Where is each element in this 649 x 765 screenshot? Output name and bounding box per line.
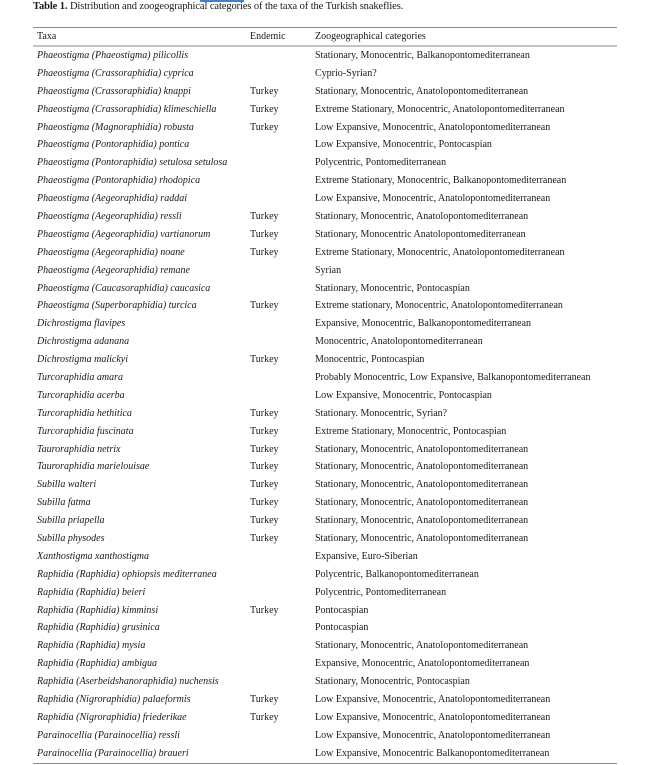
cell-zoogeographical-category: Extreme stationary, Monocentric, Anatolopontomediterranean bbox=[315, 300, 563, 312]
table-row bbox=[33, 566, 617, 584]
table-row bbox=[33, 405, 617, 423]
cell-zoogeographical-category: Monocentric, Anatolopontomediterranean bbox=[315, 336, 483, 348]
cell-taxa: Phaeostigma (Crassoraphidia) klimeschiella bbox=[37, 103, 217, 115]
table-row bbox=[33, 351, 617, 369]
table-row bbox=[33, 530, 617, 548]
cell-endemic bbox=[246, 620, 311, 638]
cell-taxa: Phaeostigma (Pontoraphidia) pontica bbox=[37, 139, 190, 151]
cell-zoogeographical-category: Probably Monocentric, Low Expansive, Balkanopontomediterranean bbox=[315, 371, 591, 383]
table-row bbox=[33, 280, 617, 298]
cell-taxa: Raphidia (Raphidia) beieri bbox=[37, 586, 146, 598]
table-row bbox=[33, 655, 617, 673]
cell-zoogeographical-category: Extreme Stationary, Monocentric, Balkanopontomediterranean bbox=[315, 175, 567, 187]
cell-endemic: Turkey bbox=[250, 354, 279, 366]
cell-taxa: Dichrostigma flavipes bbox=[37, 318, 126, 330]
cell-taxa: Raphidia (Nigroraphidia) palaeformis bbox=[37, 694, 191, 705]
cell-endemic: Turkey bbox=[250, 443, 279, 455]
table-row bbox=[33, 691, 617, 709]
table-row bbox=[33, 620, 617, 638]
table-row bbox=[33, 315, 617, 333]
cell-zoogeographical-category: Polycentric, Pontomediterranean bbox=[315, 586, 447, 598]
cell-zoogeographical-category: Extreme Stationary, Monocentric, Pontocaspian bbox=[315, 425, 507, 437]
cell-zoogeographical-category: Pontocaspian bbox=[315, 604, 369, 616]
table-caption bbox=[33, 0, 403, 13]
table-row bbox=[33, 244, 617, 262]
cell-endemic bbox=[246, 387, 311, 405]
cell-zoogeographical-category: Low Expansive, Monocentric, Anatolopontomediterranean bbox=[315, 694, 551, 705]
cell-endemic bbox=[246, 566, 311, 584]
cell-zoogeographical-category: Stationary, Monocentric Anatolopontomediterranean bbox=[315, 228, 526, 240]
cell-zoogeographical-category: Low Expansive, Monocentric Balkanopontomediterranean bbox=[315, 747, 550, 759]
cell-endemic: Turkey bbox=[250, 497, 279, 509]
cell-endemic bbox=[246, 673, 311, 691]
table-row bbox=[33, 673, 617, 691]
table-row bbox=[33, 190, 617, 208]
cell-endemic bbox=[246, 136, 311, 154]
table-row bbox=[33, 226, 617, 244]
snakefly-taxa-table bbox=[33, 27, 617, 764]
header-zoogeographical-categories: Zoogeographical categories bbox=[315, 31, 426, 42]
table-row bbox=[33, 136, 617, 154]
cell-zoogeographical-category: Pontocaspian bbox=[315, 622, 369, 634]
cell-zoogeographical-category: Low Expansive, Monocentric, Pontocaspian bbox=[315, 139, 492, 151]
cell-zoogeographical-category: Polycentric, Pontomediterranean bbox=[315, 157, 447, 169]
table-container bbox=[33, 27, 617, 764]
table-row bbox=[33, 512, 617, 530]
cell-endemic bbox=[246, 655, 311, 673]
cell-endemic bbox=[246, 745, 311, 763]
table-row bbox=[33, 709, 617, 727]
cell-taxa: Phaeostigma (Pontoraphidia) rhodopica bbox=[37, 175, 201, 187]
table-row bbox=[33, 727, 617, 745]
cell-taxa: Phaeostigma (Superboraphidia) turcica bbox=[37, 300, 197, 312]
cell-zoogeographical-category: Stationary, Monocentric, Anatolopontomediterranean bbox=[315, 497, 529, 509]
cell-zoogeographical-category: Syrian bbox=[315, 264, 342, 276]
table-row bbox=[33, 297, 617, 315]
table-row bbox=[33, 172, 617, 190]
cell-taxa: Raphidia (Aserbeidshanoraphidia) nuchensis bbox=[37, 676, 219, 688]
cell-endemic: Turkey bbox=[250, 121, 279, 133]
cell-taxa: Raphidia (Raphidia) ophiopsis mediterranea bbox=[37, 568, 217, 580]
cell-zoogeographical-category: Stationary, Monocentric, Anatolopontomediterranean bbox=[315, 461, 529, 473]
table-row bbox=[33, 494, 617, 512]
cell-endemic bbox=[246, 280, 311, 298]
cell-zoogeographical-category: Stationary, Monocentric, Anatolopontomediterranean bbox=[315, 210, 529, 222]
cell-taxa: Subilla physodes bbox=[37, 532, 105, 544]
table-row bbox=[33, 119, 617, 137]
cell-zoogeographical-category: Low Expansive, Monocentric, Anatolopontomediterranean bbox=[315, 121, 551, 133]
cell-zoogeographical-category: Polycentric, Balkanopontomediterranean bbox=[315, 568, 479, 580]
table-row bbox=[33, 602, 617, 620]
table-row bbox=[33, 441, 617, 459]
cell-taxa: Raphidia (Raphidia) kimminsi bbox=[37, 604, 159, 616]
cell-taxa: Phaeostigma (Phaeostigma) pilicollis bbox=[37, 49, 189, 61]
cell-endemic bbox=[246, 65, 311, 83]
cell-taxa: Phaeostigma (Caucasoraphidia) caucasica bbox=[37, 282, 211, 294]
cell-zoogeographical-category: Expansive, Monocentric, Balkanopontomediterranean bbox=[315, 318, 532, 330]
cell-endemic: Turkey bbox=[250, 515, 279, 527]
cell-zoogeographical-category: Stationary, Monocentric, Anatolopontomediterranean bbox=[315, 479, 529, 491]
cell-taxa: Raphidia (Raphidia) ambigua bbox=[37, 658, 157, 670]
cell-zoogeographical-category: Stationary, Monocentric, Pontocaspian bbox=[315, 676, 470, 688]
cell-endemic bbox=[246, 369, 311, 387]
cell-zoogeographical-category: Monocentric, Pontocaspian bbox=[315, 354, 425, 366]
cell-taxa: Parainocellia (Parainocellia) braueri bbox=[37, 747, 189, 759]
table-row bbox=[33, 745, 617, 763]
cell-taxa: Tauroraphidia marielouisae bbox=[37, 461, 150, 473]
cell-zoogeographical-category: Low Expansive, Monocentric, Pontocaspian bbox=[315, 389, 492, 401]
table-row bbox=[33, 208, 617, 226]
cell-taxa: Subilla fatma bbox=[37, 497, 91, 509]
cell-zoogeographical-category: Expansive, Monocentric, Anatolopontomediterranean bbox=[315, 658, 530, 670]
cell-taxa: Tauroraphidia netrix bbox=[37, 443, 121, 455]
cell-zoogeographical-category: Low Expansive, Monocentric, Anatolopontomediterranean bbox=[315, 711, 551, 723]
cell-endemic bbox=[246, 637, 311, 655]
cell-taxa: Subilla walteri bbox=[37, 479, 97, 491]
cell-endemic: Turkey bbox=[250, 85, 279, 97]
table-row bbox=[33, 369, 617, 387]
cell-taxa: Raphidia (Raphidia) mysia bbox=[37, 640, 146, 652]
cell-taxa: Turcoraphidia hethitica bbox=[37, 407, 132, 419]
cell-taxa: Phaeostigma (Crassoraphidia) knappi bbox=[37, 85, 191, 97]
cell-zoogeographical-category: Stationary, Monocentric, Anatolopontomediterranean bbox=[315, 532, 529, 544]
cell-endemic bbox=[246, 190, 311, 208]
cell-endemic bbox=[246, 154, 311, 172]
cell-endemic: Turkey bbox=[250, 210, 279, 222]
table-row bbox=[33, 458, 617, 476]
table-row bbox=[33, 262, 617, 280]
cell-endemic bbox=[246, 262, 311, 280]
table-row bbox=[33, 65, 617, 83]
cell-zoogeographical-category: Extreme Stationary, Monocentric, Anatolopontomediterranean bbox=[315, 246, 565, 258]
table-row bbox=[33, 584, 617, 602]
header-taxa: Taxa bbox=[37, 31, 57, 42]
cell-taxa: Phaeostigma (Pontoraphidia) setulosa setulosa bbox=[37, 157, 228, 169]
table-row bbox=[33, 423, 617, 441]
cell-endemic: Turkey bbox=[250, 604, 279, 616]
table-header-row bbox=[33, 28, 617, 47]
cell-taxa: Phaeostigma (Aegeoraphidia) remane bbox=[37, 264, 190, 276]
cell-endemic: Turkey bbox=[250, 479, 279, 491]
cell-taxa: Xanthostigma xanthostigma bbox=[37, 550, 149, 562]
cell-endemic: Turkey bbox=[250, 711, 279, 723]
cell-endemic: Turkey bbox=[250, 228, 279, 240]
table-row bbox=[33, 333, 617, 351]
cell-zoogeographical-category: Stationary, Monocentric, Anatolopontomediterranean bbox=[315, 515, 529, 527]
table-row bbox=[33, 548, 617, 566]
cell-endemic bbox=[246, 333, 311, 351]
cell-endemic: Turkey bbox=[250, 532, 279, 544]
cell-endemic bbox=[246, 727, 311, 745]
table-row bbox=[33, 387, 617, 405]
table-row bbox=[33, 83, 617, 101]
cell-zoogeographical-category: Extreme Stationary, Monocentric, Anatolopontomediterranean bbox=[315, 103, 565, 115]
cell-zoogeographical-category: Stationary, Monocentric, Anatolopontomediterranean bbox=[315, 443, 529, 455]
cell-endemic bbox=[246, 315, 311, 333]
cell-taxa: Dichrostigma malickyi bbox=[37, 354, 129, 366]
cell-zoogeographical-category: Stationary, Monocentric, Anatolopontomediterranean bbox=[315, 85, 529, 97]
cell-taxa: Phaeostigma (Magnoraphidia) robusta bbox=[37, 121, 194, 133]
table-row bbox=[33, 46, 617, 65]
cell-taxa: Dichrostigma adanana bbox=[37, 336, 130, 348]
cell-endemic: Turkey bbox=[250, 246, 279, 258]
cell-taxa: Phaeostigma (Aegeoraphidia) vartianorum bbox=[37, 228, 211, 240]
cell-zoogeographical-category: Stationary, Monocentric, Anatolopontomediterranean bbox=[315, 640, 529, 652]
cell-zoogeographical-category: Stationary. Monocentric, Syrian? bbox=[315, 407, 448, 419]
cell-zoogeographical-category: Cyprio-Syrian? bbox=[315, 67, 377, 79]
table-row bbox=[33, 637, 617, 655]
table-row bbox=[33, 154, 617, 172]
cell-taxa: Turcoraphidia acerba bbox=[37, 389, 125, 401]
cell-taxa: Subilla priapella bbox=[37, 515, 105, 527]
cell-endemic bbox=[246, 172, 311, 190]
cell-taxa: Phaeostigma (Crassoraphidia) cyprica bbox=[37, 67, 194, 79]
cell-endemic bbox=[246, 46, 311, 65]
cell-zoogeographical-category: Low Expansive, Monocentric, Anatolopontomediterranean bbox=[315, 729, 551, 741]
cell-taxa: Phaeostigma (Aegeoraphidia) noane bbox=[37, 246, 185, 258]
cell-zoogeographical-category: Stationary, Monocentric, Pontocaspian bbox=[315, 282, 470, 294]
table-row bbox=[33, 476, 617, 494]
cell-endemic: Turkey bbox=[250, 103, 279, 115]
cell-endemic: Turkey bbox=[250, 425, 279, 437]
cell-endemic: Turkey bbox=[250, 461, 279, 473]
cell-taxa: Parainocellia (Parainocellia) ressli bbox=[37, 729, 180, 741]
cell-zoogeographical-category: Expansive, Euro-Siberian bbox=[315, 550, 418, 562]
cell-zoogeographical-category: Stationary, Monocentric, Balkanopontomediterranean bbox=[315, 49, 530, 61]
caption-text: Distribution and zoogeographical categories of the taxa of the Turkish snakeflies. bbox=[67, 1, 404, 12]
cell-endemic: Turkey bbox=[250, 407, 279, 419]
cell-taxa: Phaeostigma (Aegeoraphidia) raddai bbox=[37, 193, 187, 205]
cell-endemic bbox=[246, 584, 311, 602]
cell-taxa: Raphidia (Nigroraphidia) friederikae bbox=[37, 711, 187, 723]
cell-endemic: Turkey bbox=[250, 300, 279, 312]
cell-taxa: Turcoraphidia amara bbox=[37, 371, 124, 383]
cell-taxa: Phaeostigma (Aegeoraphidia) ressli bbox=[37, 210, 182, 222]
header-endemic: Endemic bbox=[250, 31, 286, 42]
cell-taxa: Raphidia (Raphidia) grusinica bbox=[37, 622, 160, 634]
caption-label: Table 1. bbox=[33, 1, 68, 12]
cell-endemic: Turkey bbox=[250, 694, 279, 705]
cell-zoogeographical-category: Low Expansive, Monocentric, Anatolopontomediterranean bbox=[315, 193, 551, 205]
table-body bbox=[33, 46, 617, 763]
cell-endemic bbox=[246, 548, 311, 566]
table-row bbox=[33, 101, 617, 119]
cell-taxa: Turcoraphidia fuscinata bbox=[37, 425, 134, 437]
